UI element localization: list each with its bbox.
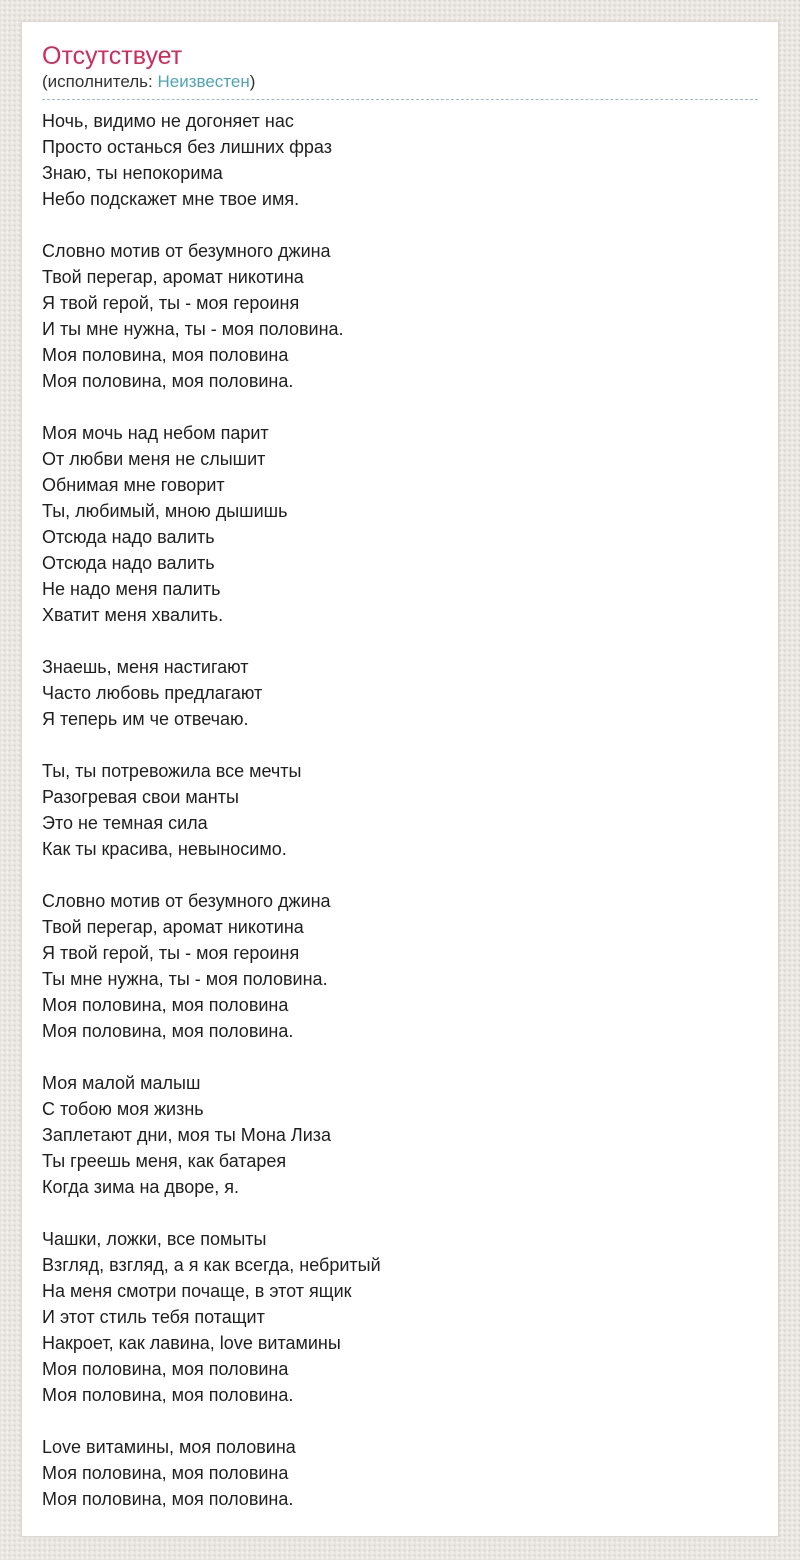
stanza bbox=[42, 758, 758, 862]
song-header bbox=[42, 42, 758, 100]
lyric-line: Когда зима на дворе, я. bbox=[42, 1177, 240, 1197]
lyric-line: Часто любовь предлагают bbox=[42, 683, 263, 703]
lyric-line: От любви меня не слышит bbox=[42, 449, 266, 469]
lyric-line: Небо подскажет мне твое имя. bbox=[42, 189, 300, 209]
lyric-line: И этот стиль тебя потащит bbox=[42, 1307, 265, 1327]
lyric-line: Словно мотив от безумного джина bbox=[42, 891, 331, 911]
lyric-line: Моя половина, моя половина. bbox=[42, 371, 294, 391]
lyric-line: Это не темная сила bbox=[42, 813, 208, 833]
lyric-line: Я твой герой, ты - моя героиня bbox=[42, 293, 300, 313]
lyric-line: Я теперь им че отвечаю. bbox=[42, 709, 249, 729]
lyric-line: Твой перегар, аромат никотина bbox=[42, 267, 304, 287]
stanza bbox=[42, 238, 758, 394]
lyric-line: Моя половина, моя половина. bbox=[42, 1489, 294, 1509]
lyric-line: С тобою моя жизнь bbox=[42, 1099, 204, 1119]
artist-link[interactable]: Неизвестен bbox=[157, 72, 250, 91]
lyric-line: Моя половина, моя половина. bbox=[42, 1021, 294, 1041]
lyric-line: Ты, любимый, мною дышишь bbox=[42, 501, 288, 521]
lyric-line: Отсюда надо валить bbox=[42, 527, 215, 547]
lyric-line: Моя половина, моя половина bbox=[42, 1359, 289, 1379]
lyric-line: Знаешь, меня настигают bbox=[42, 657, 249, 677]
stanza bbox=[42, 108, 758, 212]
lyric-line: Ты, ты потревожила все мечты bbox=[42, 761, 302, 781]
lyric-line: Взгляд, взгляд, а я как всегда, небритый bbox=[42, 1255, 381, 1275]
stanza bbox=[42, 1070, 758, 1200]
lyric-line: Как ты красива, невыносимо. bbox=[42, 839, 287, 859]
stanza bbox=[42, 1226, 758, 1408]
lyric-line: Отсюда надо валить bbox=[42, 553, 215, 573]
lyrics-card bbox=[21, 21, 779, 1537]
lyric-line: Моя половина, моя половина bbox=[42, 345, 289, 365]
artist-line bbox=[42, 71, 758, 93]
lyric-line: Моя мочь над небом парит bbox=[42, 423, 269, 443]
lyric-line: Love витамины, моя половина bbox=[42, 1437, 296, 1457]
stanza bbox=[42, 1434, 758, 1512]
lyric-line: На меня смотри почаще, в этот ящик bbox=[42, 1281, 352, 1301]
stanza bbox=[42, 654, 758, 732]
lyric-line: Не надо меня палить bbox=[42, 579, 221, 599]
lyric-line: Чашки, ложки, все помыты bbox=[42, 1229, 267, 1249]
lyric-line: Словно мотив от безумного джина bbox=[42, 241, 331, 261]
lyric-line: Накроет, как лавина, love витамины bbox=[42, 1333, 341, 1353]
lyric-line: Ты мне нужна, ты - моя половина. bbox=[42, 969, 328, 989]
artist-label-suffix: ) bbox=[249, 72, 256, 91]
lyric-line: Ты греешь меня, как батарея bbox=[42, 1151, 287, 1171]
stanza bbox=[42, 888, 758, 1044]
lyric-line: Я твой герой, ты - моя героиня bbox=[42, 943, 300, 963]
lyric-line: Моя половина, моя половина bbox=[42, 1463, 289, 1483]
artist-label-prefix: (исполнитель: bbox=[42, 72, 158, 91]
stanza bbox=[42, 420, 758, 628]
lyric-line: Просто останься без лишних фраз bbox=[42, 137, 332, 157]
lyric-line: Хватит меня хвалить. bbox=[42, 605, 224, 625]
lyric-line: Твой перегар, аромат никотина bbox=[42, 917, 304, 937]
lyric-line: Моя половина, моя половина bbox=[42, 995, 289, 1015]
song-title: Отсутствует bbox=[42, 42, 183, 70]
lyric-line: Разогревая свои манты bbox=[42, 787, 239, 807]
lyric-line: Моя половина, моя половина. bbox=[42, 1385, 294, 1405]
lyric-line: Знаю, ты непокорима bbox=[42, 163, 223, 183]
lyric-line: Ночь, видимо не догоняет нас bbox=[42, 111, 294, 131]
lyric-line: Моя малой малыш bbox=[42, 1073, 201, 1093]
lyric-line: Заплетают дни, моя ты Мона Лиза bbox=[42, 1125, 332, 1145]
lyrics bbox=[42, 100, 758, 1512]
lyric-line: И ты мне нужна, ты - моя половина. bbox=[42, 319, 344, 339]
lyric-line: Обнимая мне говорит bbox=[42, 475, 225, 495]
